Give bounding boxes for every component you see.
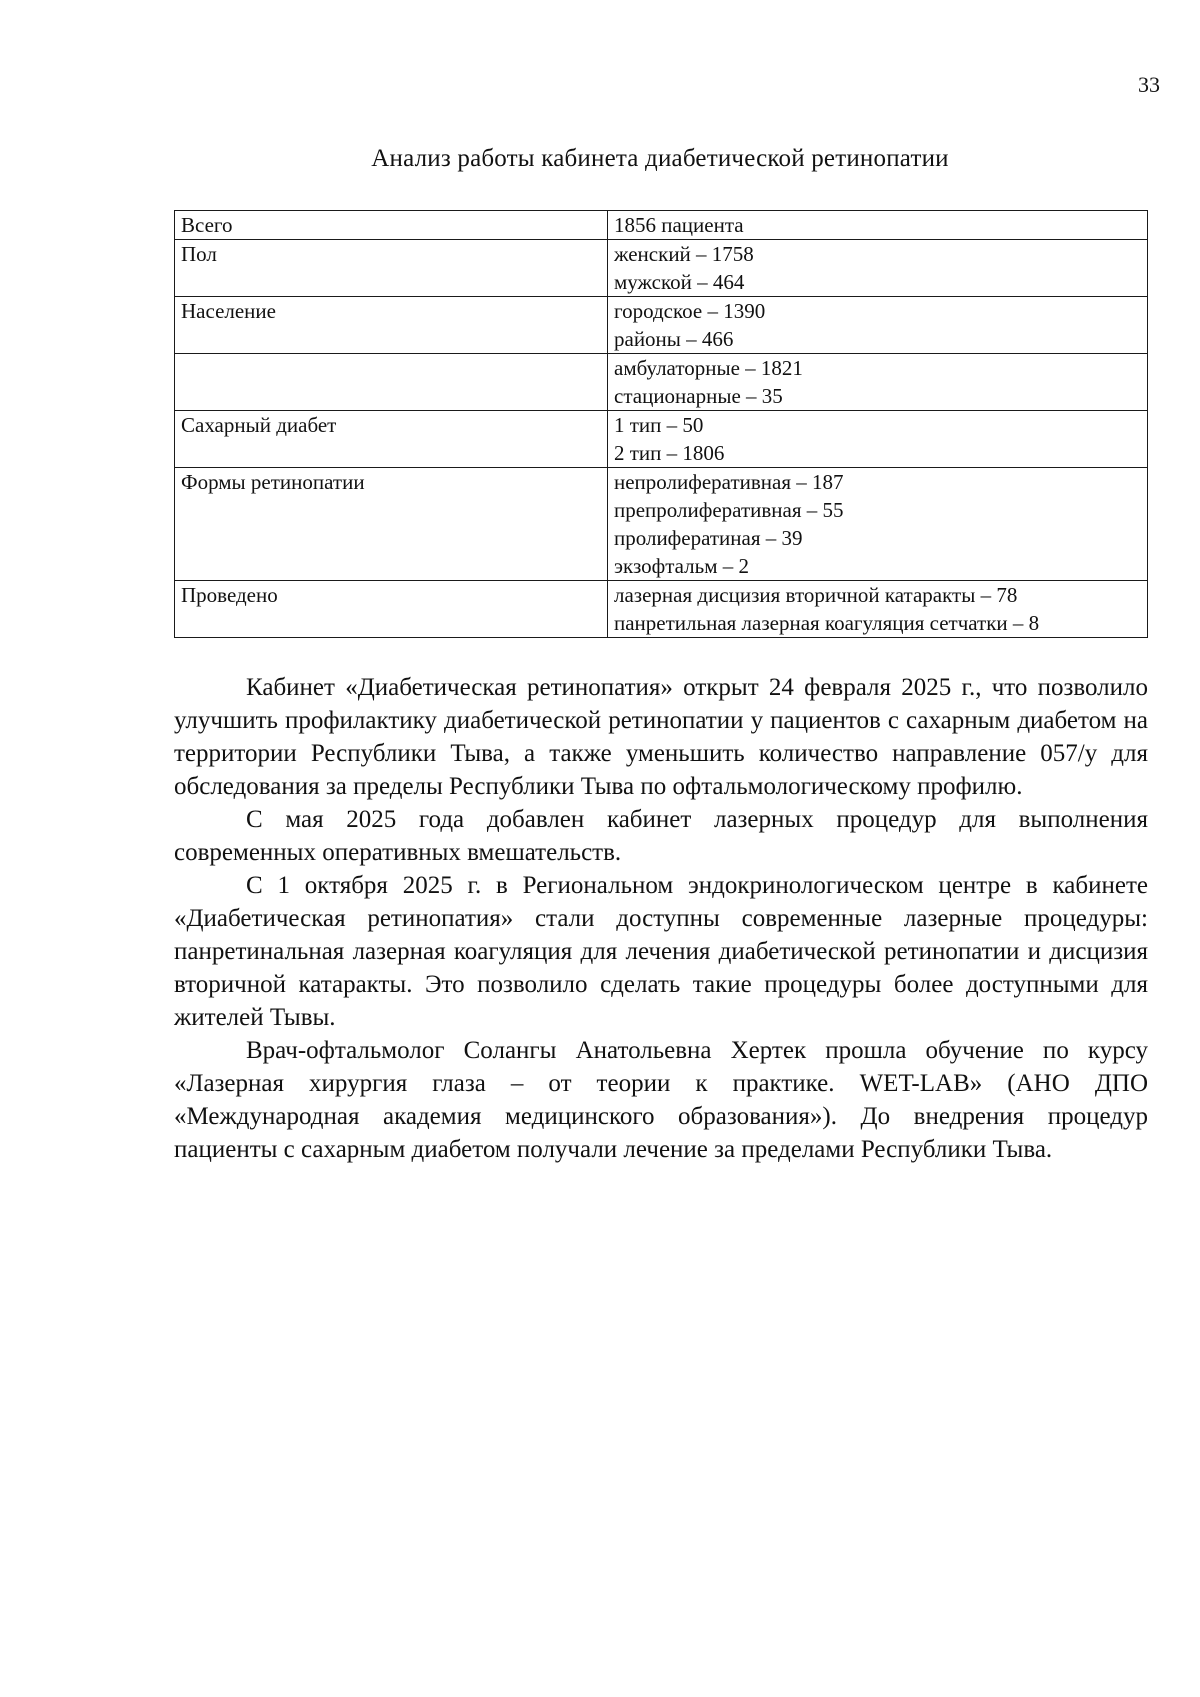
row-value: районы – 466	[614, 327, 734, 351]
page-title: Анализ работы кабинета диабетической ретинопатии	[371, 145, 949, 172]
table-row	[175, 297, 1148, 354]
row-label	[175, 354, 608, 411]
paragraph: С мая 2025 года добавлен кабинет лазерных процедур для выполнения современных оперативных вмешательств.	[174, 806, 1148, 866]
row-label: Проведено	[175, 581, 608, 638]
paragraph: С 1 октября 2025 г. в Региональном эндокринологическом центре в кабинете «Диабетическая ретинопатия» стали доступны современные лазерные процедуры: панретинальная лазерная коагуляция для лечения диабетической ретинопатии и дисцизия вторичной катаракты. Это позволило сделать такие процедуры более доступными для жителей Тывы.	[174, 872, 1148, 1031]
row-value: пролифератиная – 39	[614, 526, 803, 550]
table-row	[175, 240, 1148, 297]
row-value: экзофтальм – 2	[614, 554, 750, 578]
body-text	[174, 671, 1148, 1166]
row-value: стационарные – 35	[614, 384, 783, 408]
row-label: Пол	[175, 240, 608, 297]
table-row	[175, 468, 1148, 581]
row-value: 2 тип – 1806	[614, 441, 725, 465]
row-values	[608, 297, 1148, 354]
row-value: непролиферативная – 187	[614, 470, 844, 494]
row-values	[608, 468, 1148, 581]
row-values	[608, 354, 1148, 411]
row-value: 1856 пациента	[614, 213, 744, 237]
table-row	[175, 354, 1148, 411]
table-row	[175, 581, 1148, 638]
page-number: 33	[1138, 72, 1160, 97]
table-row	[175, 411, 1148, 468]
row-values	[608, 411, 1148, 468]
statistics-table	[174, 210, 1148, 638]
row-label: Сахарный диабет	[175, 411, 608, 468]
row-value: лазерная дисцизия вторичной катаракты – 78	[614, 583, 1018, 607]
row-values	[608, 240, 1148, 297]
paragraph: Врач-офтальмолог Солангы Анатольевна Хертек прошла обучение по курсу «Лазерная хирургия глаза – от теории к практике. WET-LAB» (АНО ДПО «Международная академия медицинского образования»). До внедрения процедур пациенты с сахарным диабетом получали лечение за пределами Республики Тыва.	[174, 1037, 1148, 1163]
row-value: панретильная лазерная коагуляция сетчатки – 8	[614, 611, 1040, 635]
paragraph: Кабинет «Диабетическая ретинопатия» открыт 24 февраля 2025 г., что позволило улучшить профилактику диабетической ретинопатии у пациентов с сахарным диабетом на территории Республики Тыва, а также уменьшить количество направление 057/у для обследования за пределы Республики Тыва по офтальмологическому профилю.	[174, 674, 1148, 800]
row-label: Всего	[175, 211, 608, 240]
row-value: 1 тип – 50	[614, 413, 704, 437]
row-values	[608, 581, 1148, 638]
row-value: амбулаторные – 1821	[614, 356, 803, 380]
row-label: Формы ретинопатии	[175, 468, 608, 581]
table-row	[175, 211, 1148, 240]
row-values	[608, 211, 1148, 240]
row-value: мужской – 464	[614, 270, 745, 294]
row-value: женский – 1758	[614, 242, 754, 266]
row-value: городское – 1390	[614, 299, 766, 323]
row-value: препролиферативная – 55	[614, 498, 844, 522]
row-label: Население	[175, 297, 608, 354]
